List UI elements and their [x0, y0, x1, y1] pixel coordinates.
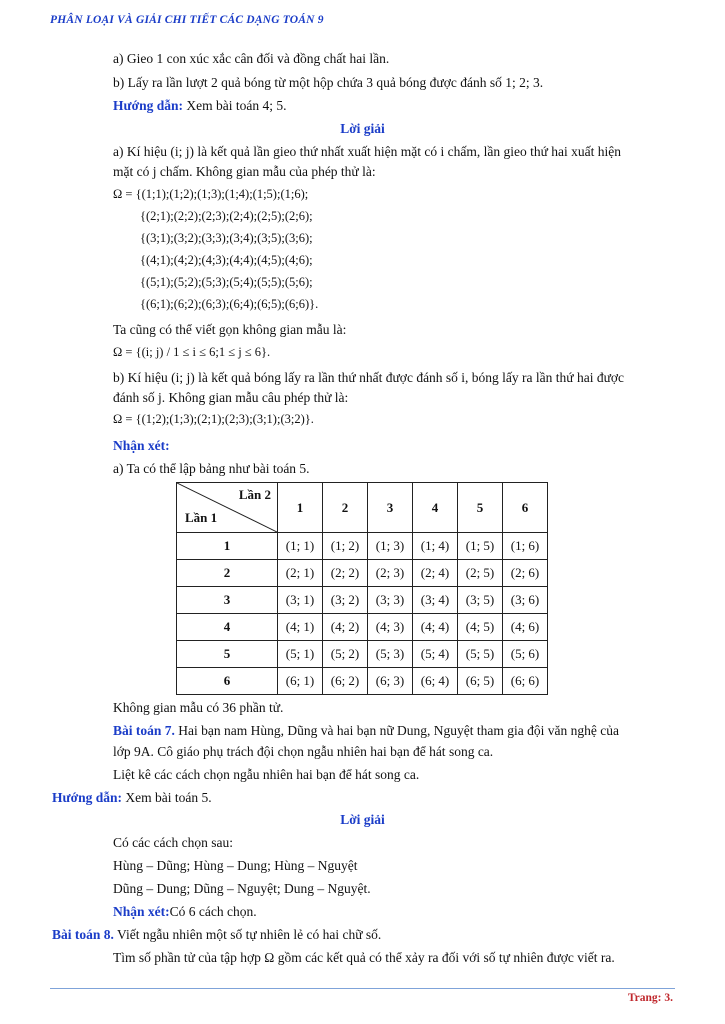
- omega-row: {(2;1);(2;2);(2;3);(2;4);(2;5);(2;6);: [140, 209, 313, 223]
- omega-row: {(6;1);(6;2);(6;3);(6;4);(6;5);(6;6)}.: [140, 297, 319, 311]
- compact-formula: Ω = {(i; j) / 1 ≤ i ≤ 6;1 ≤ j ≤ 6}.: [113, 345, 271, 359]
- footer-divider: [50, 988, 675, 989]
- table-cell: (3; 6): [503, 587, 548, 614]
- table-cell: (5; 5): [458, 641, 503, 668]
- table-cell: (2; 3): [368, 560, 413, 587]
- problem-7-text: Hai bạn nam Hùng, Dũng và hai bạn nữ Dung, Nguyệt tham gia đội văn nghệ của: [174, 723, 619, 738]
- guide-line-1: [113, 98, 286, 114]
- table-cell: (1; 1): [278, 533, 323, 560]
- problem-7-line-2: lớp 9A. Cô giáo phụ trách đội chọn ngẫu nhiên hai bạn để hát song ca.: [113, 744, 494, 759]
- table-row: [177, 668, 548, 695]
- solution-b-line-1: b) Kí hiệu (i; j) là kết quả bóng lấy ra lần thứ nhất được đánh số i, bóng lấy ra lần thứ hai được: [113, 370, 625, 385]
- table-cell: (5; 1): [278, 641, 323, 668]
- table-cell: (3; 4): [413, 587, 458, 614]
- omega-row: {(3;1);(3;2);(3;3);(3;4);(3;5);(3;6);: [140, 231, 313, 245]
- part-a-text: a) Gieo 1 con xúc xắc cân đối và đồng chất hai lần.: [113, 51, 390, 66]
- problem-8-label: Bài toán 8.: [52, 927, 114, 942]
- table-cell: (4; 4): [413, 614, 458, 641]
- outcome-table: [176, 482, 548, 695]
- table-row: [177, 533, 548, 560]
- solution-2-line-2: Hùng – Dũng; Hùng – Dung; Hùng – Nguyệt: [113, 858, 358, 873]
- column-header: 2: [323, 483, 368, 533]
- table-cell: (3; 2): [323, 587, 368, 614]
- row-header: 1: [177, 533, 278, 560]
- table-cell: (5; 6): [503, 641, 548, 668]
- table-cell: (4; 5): [458, 614, 503, 641]
- table-cell: (4; 2): [323, 614, 368, 641]
- solution-title-1: Lời giải: [340, 121, 385, 136]
- remark-label-1: Nhận xét:: [113, 438, 170, 453]
- guide-label: Hướng dẫn:: [52, 790, 122, 805]
- corner-top-label: Lần 2: [238, 487, 271, 502]
- table-cell: (4; 3): [368, 614, 413, 641]
- page-number: Trang: 3.: [627, 992, 673, 1004]
- omega-row: Ω = {(1;1);(1;2);(1;3);(1;4);(1;5);(1;6);: [113, 187, 309, 201]
- table-cell: (5; 2): [323, 641, 368, 668]
- table-cell: (1; 6): [503, 533, 548, 560]
- column-header: 5: [458, 483, 503, 533]
- solution-a-line-2: mặt có j chấm. Không gian mẫu của phép thử là:: [113, 164, 376, 179]
- problem-8-text: Viết ngẫu nhiên một số tự nhiên lẻ có hai chữ số.: [113, 927, 382, 942]
- row-header: 5: [177, 641, 278, 668]
- table-cell: (6; 2): [323, 668, 368, 695]
- table-row: [177, 641, 548, 668]
- column-header: 4: [413, 483, 458, 533]
- table-cell: (1; 2): [323, 533, 368, 560]
- table-cell: (1; 5): [458, 533, 503, 560]
- table-cell: (4; 1): [278, 614, 323, 641]
- omega-row: {(5;1);(5;2);(5;3);(5;4);(5;5);(5;6);: [140, 275, 313, 289]
- table-cell: (2; 1): [278, 560, 323, 587]
- table-cell: (2; 4): [413, 560, 458, 587]
- guide-text: Xem bài toán 4; 5.: [182, 98, 287, 113]
- table-row: [177, 587, 548, 614]
- table-cell: (3; 5): [458, 587, 503, 614]
- table-row: [177, 560, 548, 587]
- table-corner: [177, 483, 278, 533]
- table-cell: (5; 3): [368, 641, 413, 668]
- column-header: 1: [278, 483, 323, 533]
- remark-line-2: [113, 904, 257, 920]
- problem-7-label: Bài toán 7.: [113, 723, 175, 738]
- row-header: 4: [177, 614, 278, 641]
- solution-b-line-2: đánh số j. Không gian mẫu câu phép thử là:: [113, 390, 349, 405]
- guide-text: Xem bài toán 5.: [121, 790, 212, 805]
- table-cell: (6; 5): [458, 668, 503, 695]
- problem-8-line-1: [52, 927, 381, 943]
- table-cell: (5; 4): [413, 641, 458, 668]
- table-cell: (2; 6): [503, 560, 548, 587]
- table-cell: (2; 2): [323, 560, 368, 587]
- row-header: 6: [177, 668, 278, 695]
- problem-8-line-2: Tìm số phần tử của tập hợp Ω gồm các kết quả có thể xảy ra đối với số tự nhiên được viết ra.: [113, 950, 615, 965]
- solution-2-line-3: Dũng – Dung; Dũng – Nguyệt; Dung – Nguyệt.: [113, 881, 371, 896]
- table-cell: (4; 6): [503, 614, 548, 641]
- column-header: 3: [368, 483, 413, 533]
- sample-space-size: Không gian mẫu có 36 phần tử.: [113, 700, 284, 715]
- page-header: PHÂN LOẠI VÀ GIẢI CHI TIẾT CÁC DẠNG TOÁN 9: [50, 14, 324, 26]
- row-header: 3: [177, 587, 278, 614]
- remark-label-2: Nhận xét:: [113, 904, 170, 919]
- solution-2-line-1: Có các cách chọn sau:: [113, 835, 233, 850]
- remark-text-1: a) Ta có thể lập bảng như bài toán 5.: [113, 461, 310, 476]
- solution-a-line-1: a) Kí hiệu (i; j) là kết quả lần gieo thứ nhất xuất hiện mặt có i chấm, lần gieo thứ hai xuất hiện: [113, 144, 621, 159]
- table-cell: (1; 4): [413, 533, 458, 560]
- guide-line-2: [52, 790, 212, 806]
- solution-b-formula: Ω = {(1;2);(1;3);(2;1);(2;3);(3;1);(3;2)}.: [113, 412, 314, 426]
- table-cell: (6; 1): [278, 668, 323, 695]
- problem-7-line-1: [113, 723, 619, 739]
- table-cell: (3; 3): [368, 587, 413, 614]
- part-b-text: b) Lấy ra lần lượt 2 quả bóng từ một hộp chứa 3 quả bóng được đánh số 1; 2; 3.: [113, 75, 544, 90]
- omega-row: {(4;1);(4;2);(4;3);(4;4);(4;5);(4;6);: [140, 253, 313, 267]
- table-cell: (6; 3): [368, 668, 413, 695]
- row-header: 2: [177, 560, 278, 587]
- table-cell: (6; 4): [413, 668, 458, 695]
- problem-7-line-3: Liệt kê các cách chọn ngẫu nhiên hai bạn để hát song ca.: [113, 767, 420, 782]
- table-cell: (6; 6): [503, 668, 548, 695]
- compact-intro: Ta cũng có thể viết gọn không gian mẫu là:: [113, 322, 347, 337]
- remark-text-2: Có 6 cách chọn.: [169, 904, 257, 919]
- guide-label: Hướng dẫn:: [113, 98, 183, 113]
- corner-bottom-label: Lần 1: [185, 510, 218, 525]
- table-cell: (2; 5): [458, 560, 503, 587]
- table-cell: (1; 3): [368, 533, 413, 560]
- table-cell: (3; 1): [278, 587, 323, 614]
- column-header: 6: [503, 483, 548, 533]
- solution-title-2: Lời giải: [340, 812, 385, 827]
- table-row: [177, 614, 548, 641]
